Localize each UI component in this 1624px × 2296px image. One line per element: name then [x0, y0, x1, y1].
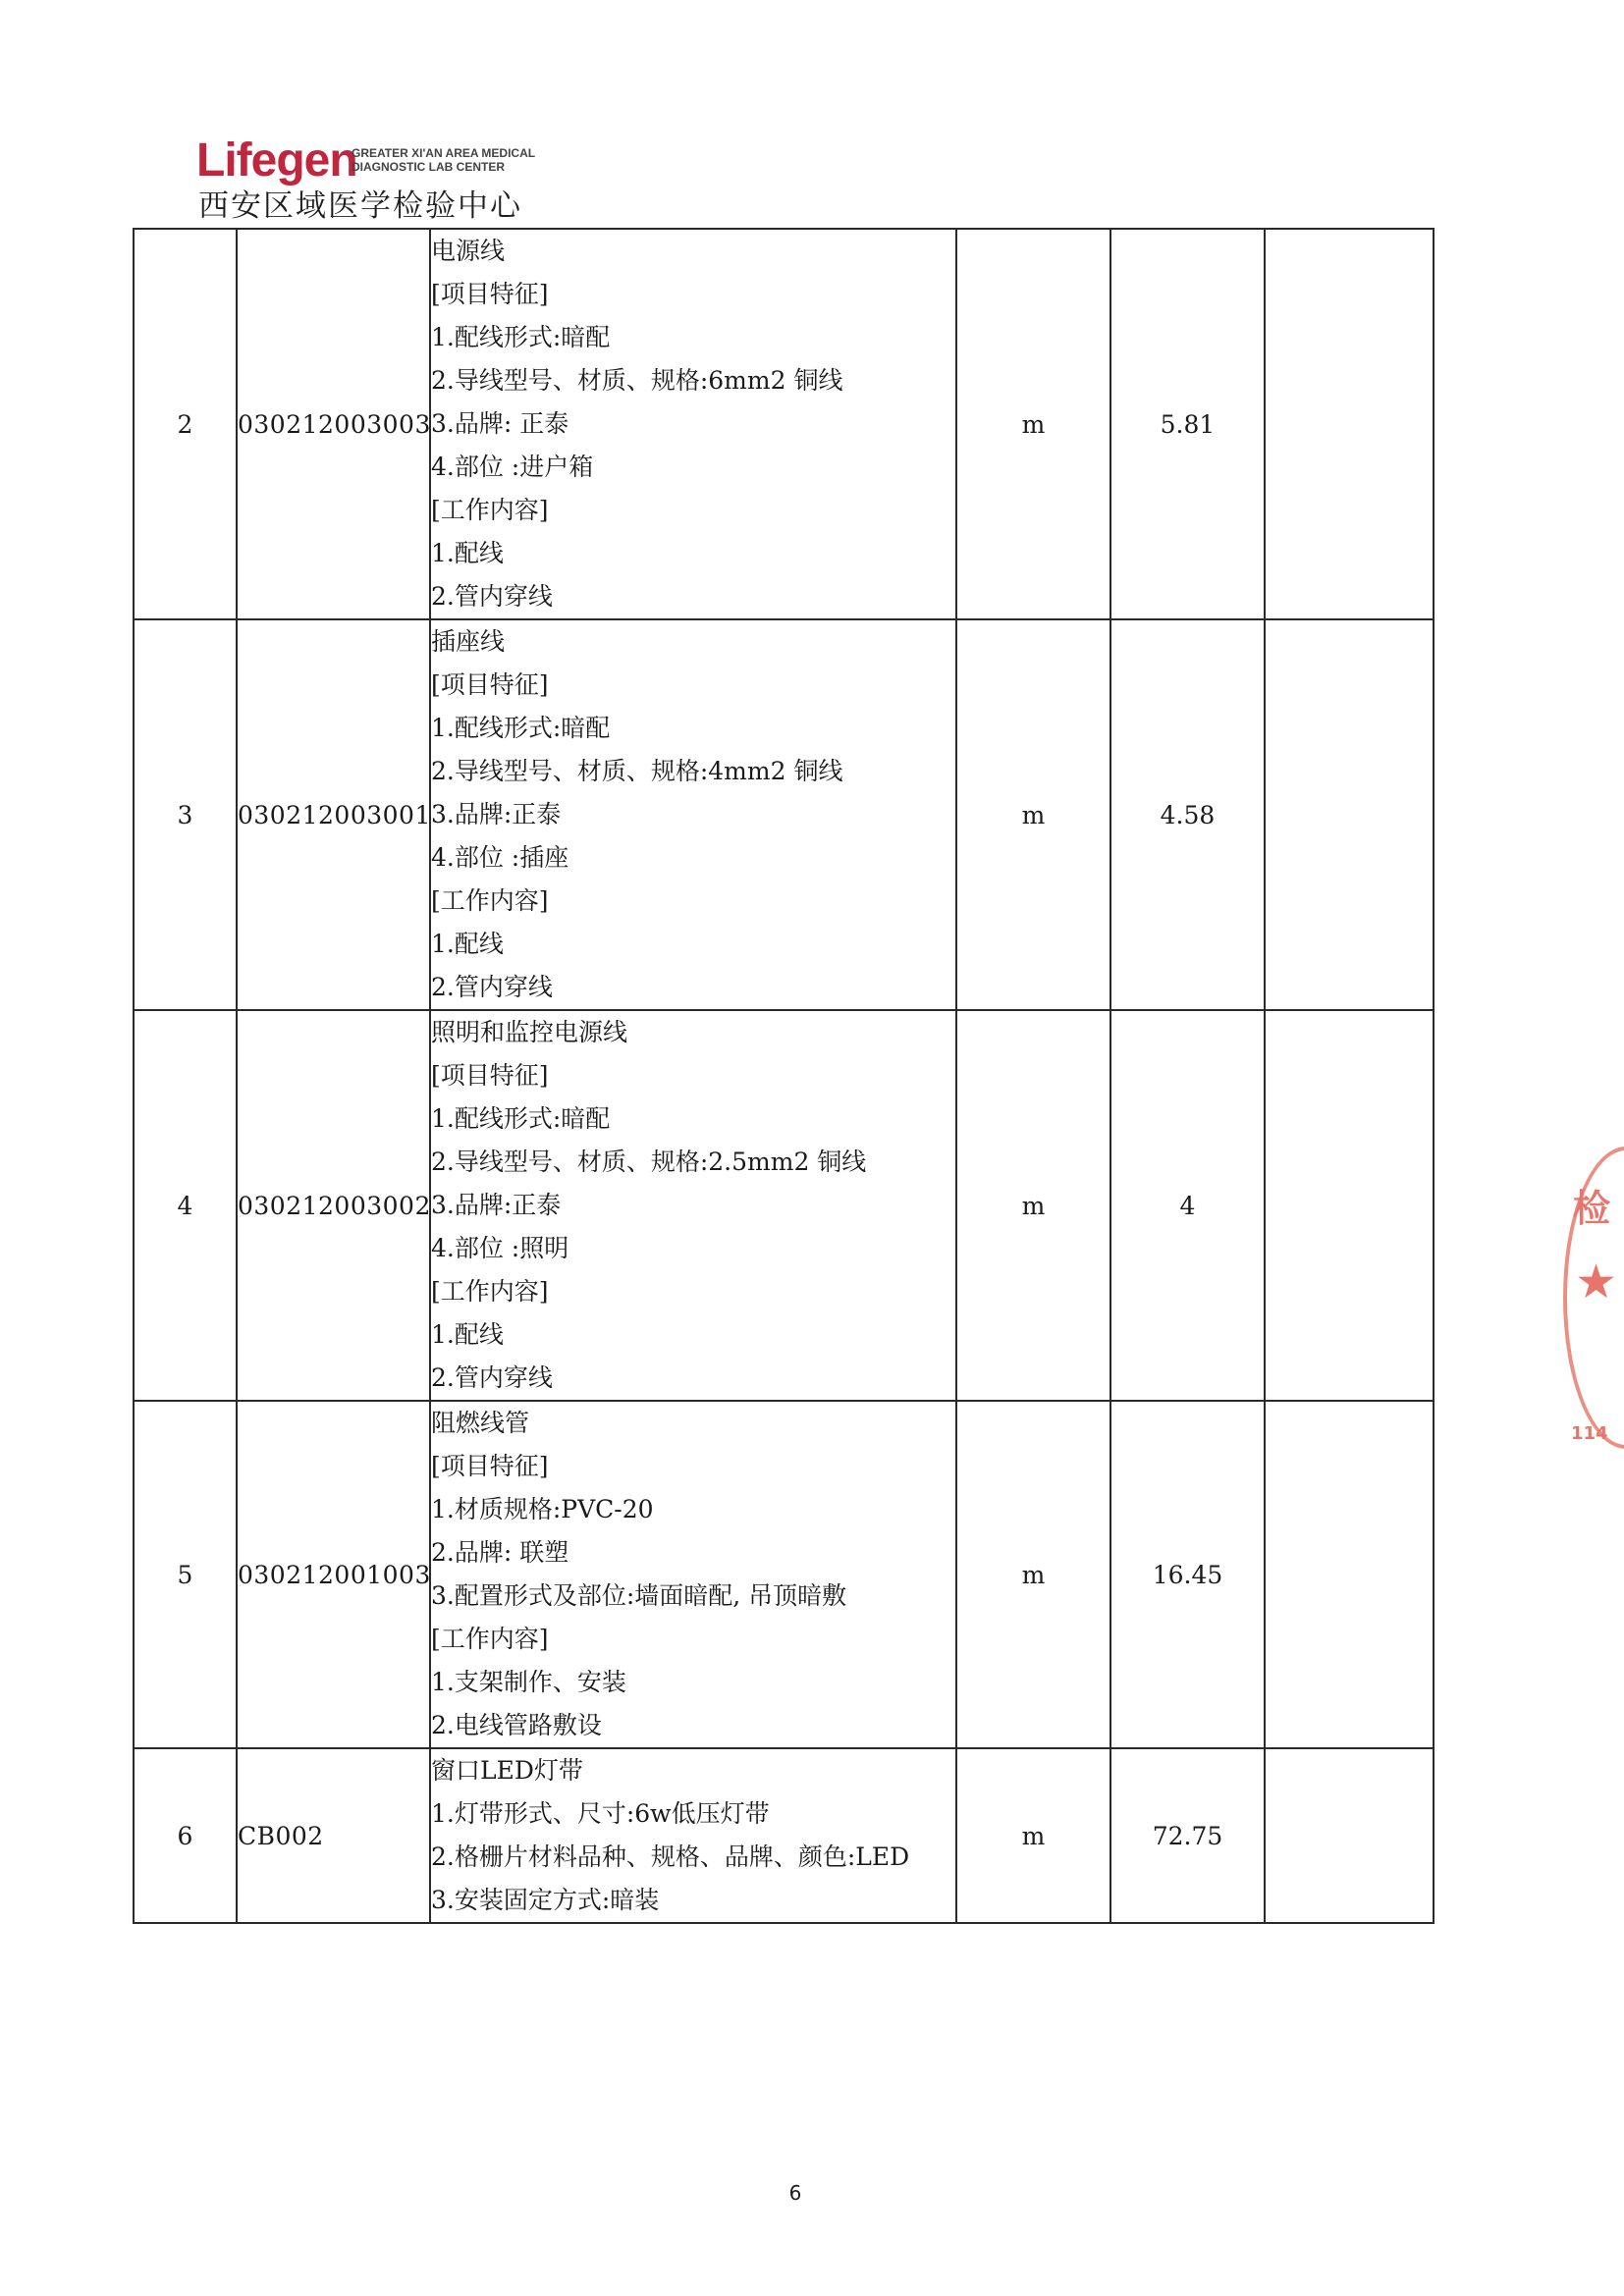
description-line: 2.管内穿线	[431, 582, 553, 611]
description-line: 1.支架制作、安装	[431, 1668, 626, 1696]
center-name: 西安区域医学检验中心	[198, 188, 522, 224]
item-code: 030212003003	[237, 229, 430, 619]
description-line: [工作内容]	[431, 1625, 549, 1653]
description-line: 3.配置形式及部位:墙面暗配, 吊顶暗敷	[431, 1581, 847, 1610]
description-line: [工作内容]	[431, 886, 549, 915]
description-line: 4.部位 :插座	[431, 843, 569, 872]
table-row	[134, 619, 1434, 1010]
stamp-digits: 114	[1571, 1423, 1608, 1444]
description-line: 2.管内穿线	[431, 973, 553, 1001]
stamp-character: 检	[1573, 1187, 1611, 1230]
bill-of-quantities-table	[133, 228, 1435, 1924]
description-line: 2.品牌: 联塑	[431, 1538, 569, 1567]
item-unit: m	[956, 229, 1110, 619]
item-unit: m	[956, 1010, 1110, 1401]
lifegen-logo	[196, 135, 569, 229]
item-description	[430, 1748, 956, 1923]
description-line: 2.电线管路敷设	[431, 1711, 602, 1739]
red-seal-stamp	[1561, 1129, 1624, 1502]
page-number: 6	[788, 2181, 802, 2205]
brand-subtitle: GREATER XI'AN AREA MEDICAL DIAGNOSTIC LAB CENTER	[352, 146, 536, 174]
item-remark	[1265, 1748, 1434, 1923]
description-line: 2.导线型号、材质、规格:6mm2 铜线	[431, 366, 843, 395]
description-line: [项目特征]	[431, 280, 549, 308]
description-line: 插座线	[431, 627, 506, 656]
description-line: 窗口LED灯带	[431, 1756, 583, 1785]
item-quantity: 5.81	[1110, 229, 1265, 619]
item-number: 2	[134, 229, 237, 619]
description-line: 照明和监控电源线	[431, 1018, 628, 1046]
table-row	[134, 1010, 1434, 1401]
item-description	[430, 619, 956, 1010]
description-line: 阻燃线管	[431, 1409, 530, 1437]
description-line: [项目特征]	[431, 1452, 549, 1480]
table-row	[134, 1748, 1434, 1923]
item-description	[430, 1010, 956, 1401]
description-line: 1.配线	[431, 930, 504, 958]
item-number: 6	[134, 1748, 237, 1923]
item-quantity: 4.58	[1110, 619, 1265, 1010]
description-line: 2.管内穿线	[431, 1363, 553, 1392]
stamp-star-icon: ★	[1575, 1255, 1618, 1309]
description-line: 1.配线	[431, 1320, 504, 1349]
item-quantity: 16.45	[1110, 1401, 1265, 1748]
description-line: 2.导线型号、材质、规格:2.5mm2 铜线	[431, 1148, 867, 1176]
table-row	[134, 1401, 1434, 1748]
item-remark	[1265, 1401, 1434, 1748]
description-line: 3.品牌: 正泰	[431, 409, 569, 438]
description-line: 4.部位 :照明	[431, 1234, 569, 1262]
item-description	[430, 229, 956, 619]
description-line: 1.配线形式:暗配	[431, 323, 611, 351]
description-line: 1.配线	[431, 539, 504, 567]
description-line: 1.配线形式:暗配	[431, 714, 611, 742]
description-line: 3.安装固定方式:暗装	[431, 1886, 660, 1914]
description-line: [工作内容]	[431, 496, 549, 524]
description-line: 2.格栅片材料品种、规格、品牌、颜色:LED	[431, 1842, 910, 1871]
item-number: 3	[134, 619, 237, 1010]
item-quantity: 72.75	[1110, 1748, 1265, 1923]
item-description	[430, 1401, 956, 1748]
description-line: 3.品牌:正泰	[431, 800, 562, 828]
item-number: 5	[134, 1401, 237, 1748]
table-row	[134, 229, 1434, 619]
item-unit: m	[956, 619, 1110, 1010]
description-line: 电源线	[431, 237, 506, 265]
item-remark	[1265, 619, 1434, 1010]
item-number: 4	[134, 1010, 237, 1401]
description-line: 1.材质规格:PVC-20	[431, 1495, 654, 1523]
description-line: 2.导线型号、材质、规格:4mm2 铜线	[431, 757, 843, 785]
item-code: 030212001003	[237, 1401, 430, 1748]
brand-wordmark: Lifegen	[196, 134, 357, 187]
description-line: 1.配线形式:暗配	[431, 1104, 611, 1133]
description-line: [项目特征]	[431, 1061, 549, 1090]
item-code: CB002	[237, 1748, 430, 1923]
item-unit: m	[956, 1748, 1110, 1923]
description-line: [项目特征]	[431, 670, 549, 699]
item-quantity: 4	[1110, 1010, 1265, 1401]
item-code: 030212003002	[237, 1010, 430, 1401]
item-code: 030212003001	[237, 619, 430, 1010]
item-remark	[1265, 229, 1434, 619]
description-line: 4.部位 :进户箱	[431, 453, 594, 481]
description-line: [工作内容]	[431, 1277, 549, 1306]
description-line: 3.品牌:正泰	[431, 1191, 562, 1219]
item-unit: m	[956, 1401, 1110, 1748]
item-remark	[1265, 1010, 1434, 1401]
description-line: 1.灯带形式、尺寸:6w低压灯带	[431, 1799, 770, 1828]
